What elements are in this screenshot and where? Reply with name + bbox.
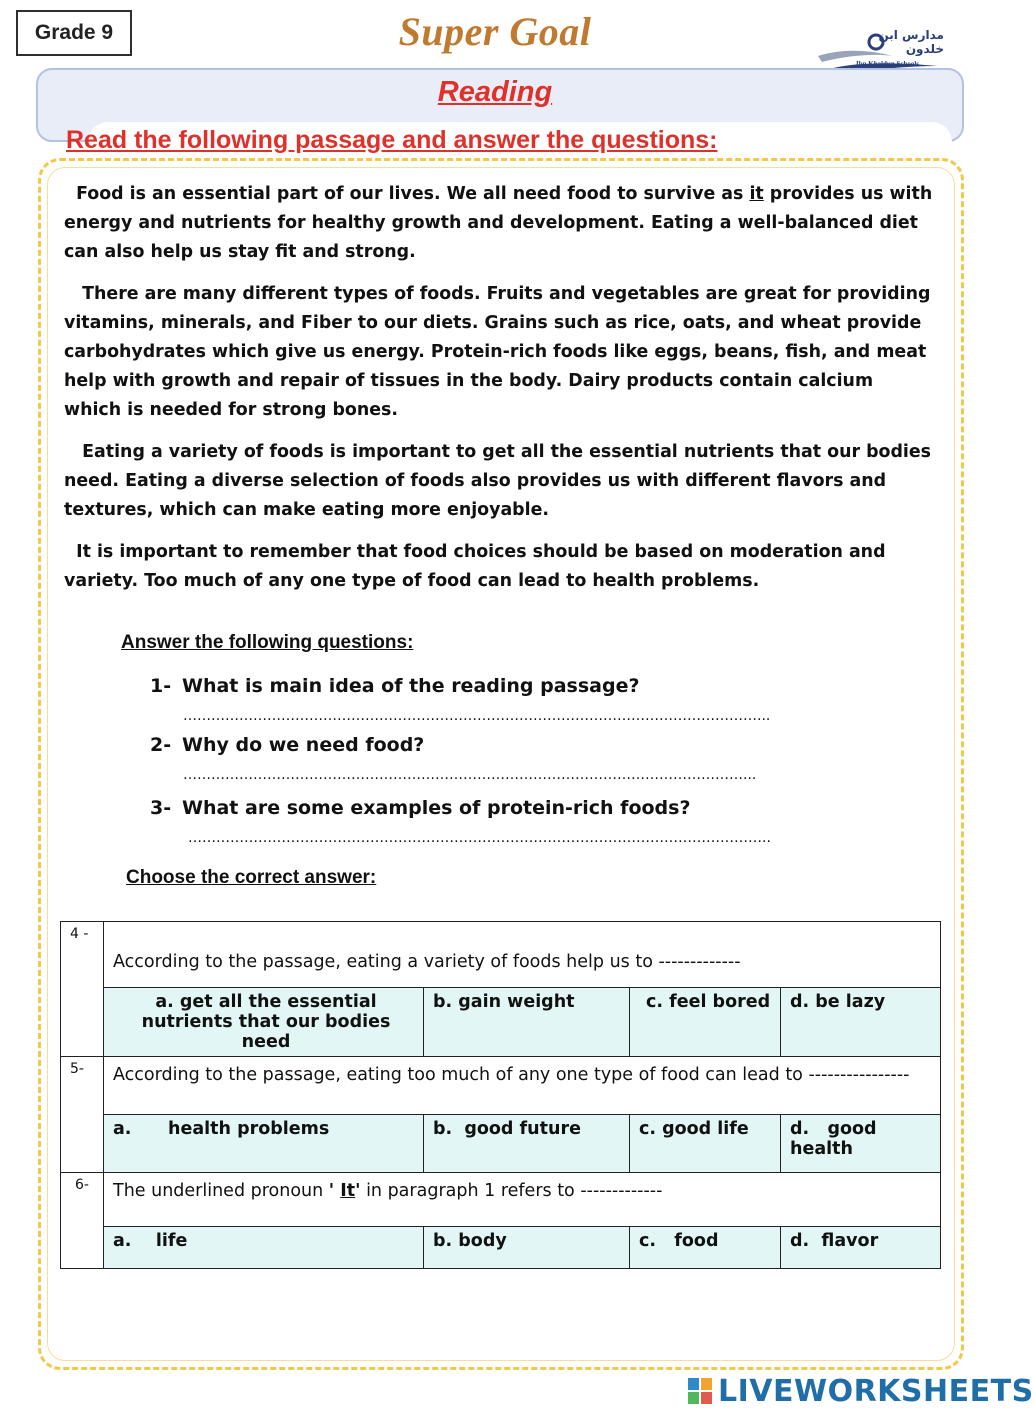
option-d[interactable]: d. flavor bbox=[781, 1227, 941, 1269]
paragraph-2: There are many different types of foods. Fruits and vegetables are great for providing vitamins, minerals, and Fiber to our diets. Grains such as rice, oats, and wheat provide carbohydrates which give us energy. Protein-rich foods like eggs, beans, fish, and meat help with growth and repair of tissues in the body. Dairy products contain calcium which is needed for strong bones. bbox=[64, 284, 937, 420]
question-2: 2- Why do we need food? bbox=[150, 734, 425, 756]
paragraph-4: It is important to remember that food choices should be based on moderation and variety. Too much of any one type of food can lead to health problems. bbox=[64, 542, 892, 591]
option-d[interactable]: d. good health bbox=[781, 1115, 941, 1173]
mcq-number: 4 - bbox=[61, 922, 104, 1057]
mcq-question: The underlined pronoun ' It' in paragraph 1 refers to ------------- bbox=[104, 1173, 941, 1227]
question-1: 1- What is main idea of the reading passage? bbox=[150, 675, 640, 697]
option-b[interactable]: b. good future bbox=[424, 1115, 630, 1173]
answer-line-1[interactable]: ……………………………………………………………………………………………………………... bbox=[183, 708, 771, 724]
choose-answer-heading: Choose the correct answer: bbox=[126, 867, 377, 888]
reading-passage bbox=[64, 180, 938, 609]
mcq-question-row bbox=[61, 922, 941, 988]
grade-label: Grade 9 bbox=[16, 10, 132, 56]
liveworksheets-logo bbox=[688, 1374, 1034, 1409]
mcq-options-row bbox=[61, 988, 941, 1057]
mcq-options-row bbox=[61, 1227, 941, 1269]
mcq-number: 5- bbox=[61, 1057, 104, 1173]
mcq-question-row bbox=[61, 1057, 941, 1115]
underlined-it: It bbox=[340, 1181, 356, 1201]
option-c[interactable]: c. good life bbox=[630, 1115, 781, 1173]
brand-title: Super Goal bbox=[398, 9, 592, 54]
option-d[interactable]: d. be lazy bbox=[781, 988, 941, 1057]
answer-line-2[interactable]: …………………………………………………………………………………………………………... bbox=[183, 767, 757, 783]
mcq-question: According to the passage, eating a variety of foods help us to ------------- bbox=[104, 922, 941, 988]
liveworksheets-icon bbox=[688, 1378, 714, 1406]
logo-arabic-text: مدارس ابن خلدون bbox=[878, 28, 944, 56]
mcq-number: 6- bbox=[61, 1173, 104, 1269]
mcq-question: According to the passage, eating too much of any one type of food can lead to ---------------- bbox=[104, 1057, 941, 1115]
answer-questions-heading: Answer the following questions: bbox=[121, 632, 414, 653]
paragraph-1: Food is an essential part of our lives. We all need food to survive as it provides us with energy and nutrients for healthy growth and development. Eating a well-balanced diet can also help us stay fit and strong. bbox=[64, 184, 933, 262]
logo-english-text: Ibn Khaldun Schools bbox=[856, 60, 920, 68]
mcq-table bbox=[60, 921, 941, 1269]
liveworksheets-wordmark: LIVEWORKSHEETS bbox=[718, 1374, 1034, 1409]
option-c[interactable]: c. food bbox=[630, 1227, 781, 1269]
question-3: 3- What are some examples of protein-rich foods? bbox=[150, 797, 691, 819]
option-a[interactable]: a. life bbox=[104, 1227, 424, 1269]
mcq-question-row bbox=[61, 1173, 941, 1227]
answer-line-3[interactable]: …………………………………………………………………………………………………………….. bbox=[188, 830, 771, 846]
paragraph-3: Eating a variety of foods is important to get all the essential nutrients that our bodies need. Eating a diverse selection of foods also provides us with different flavors and textures, which can make eating more enjoyable. bbox=[64, 442, 938, 520]
option-a[interactable]: a. health problems bbox=[104, 1115, 424, 1173]
option-a[interactable]: a. get all the essential nutrients that our bodies need bbox=[104, 988, 424, 1057]
option-b[interactable]: b. gain weight bbox=[424, 988, 630, 1057]
option-c[interactable]: c. feel bored bbox=[630, 988, 781, 1057]
section-title: Reading bbox=[437, 76, 553, 108]
underlined-pronoun-it: it bbox=[749, 184, 764, 204]
mcq-options-row bbox=[61, 1115, 941, 1173]
instruction-heading: Read the following passage and answer the questions: bbox=[66, 126, 718, 154]
option-b[interactable]: b. body bbox=[424, 1227, 630, 1269]
